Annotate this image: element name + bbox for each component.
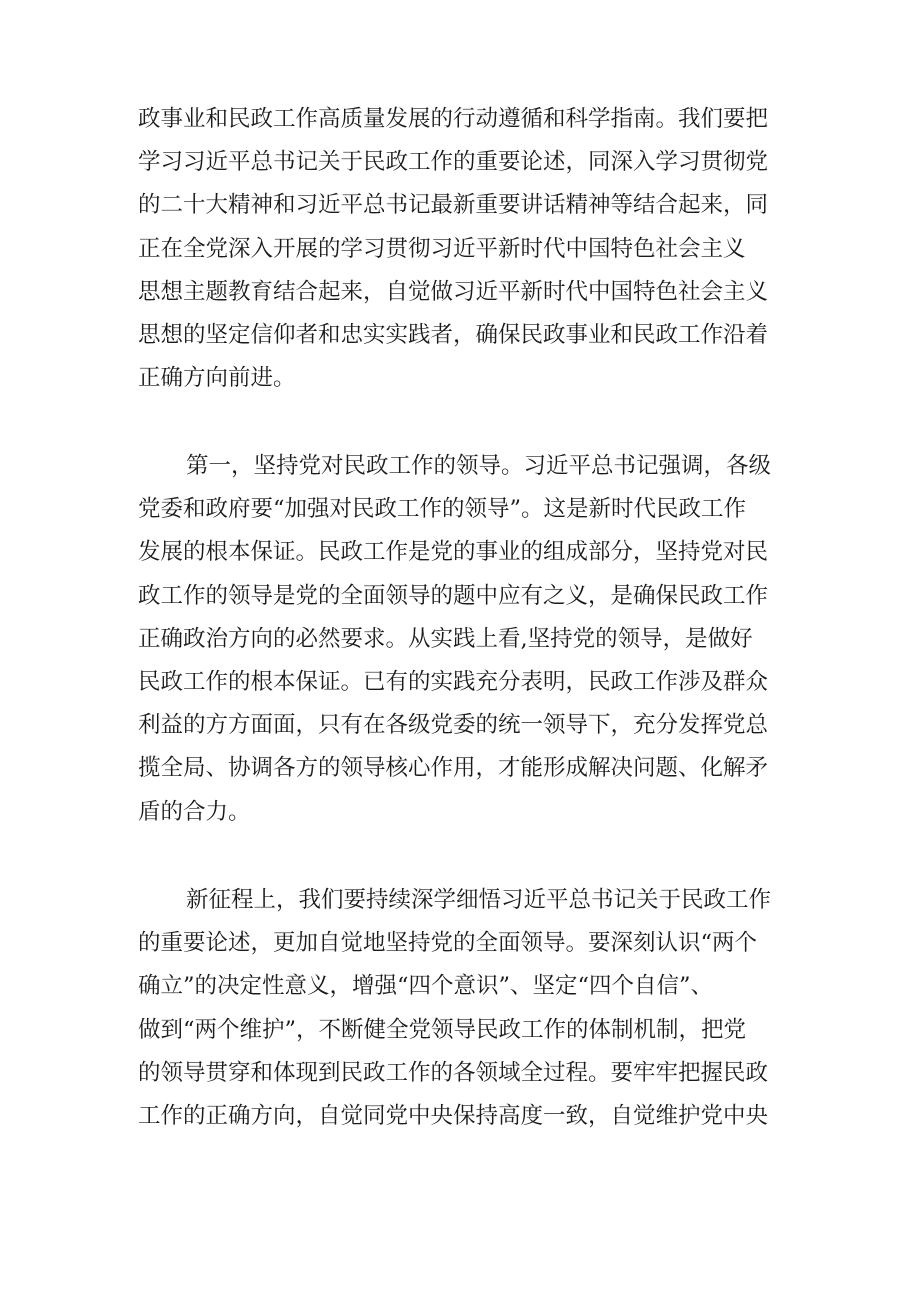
text-line: 盾的合力。 (138, 798, 251, 825)
text-line: 揽全局、协调各方的领导核心作用，才能形成解决问题、化解矛 (138, 755, 769, 782)
paragraph-3 (138, 879, 788, 1138)
text-line: 思想主题教育结合起来，自觉做习近平新时代中国特色社会主义 (138, 278, 769, 305)
text-line: 政工作的领导是党的全面领导的题中应有之义，是确保民政工作 (138, 582, 769, 609)
text-line: 的领导贯穿和体现到民政工作的各领域全过程。要牢牢把握民政 (138, 1059, 769, 1086)
text-line-indented: 新征程上，我们要持续深学细悟习近平总书记关于民政工作 (186, 887, 772, 913)
text-line: 发展的根本保证。民政工作是党的事业的组成部分，坚持党对民 (138, 539, 769, 566)
text-line: 利益的方方面面，只有在各级党委的统一领导下，充分发挥党总 (138, 712, 769, 739)
paragraph-1 (138, 98, 788, 400)
text-line: 思想的坚定信仰者和忠实实践者，确保民政事业和民政工作沿着 (138, 321, 769, 348)
text-line: 民政工作的根本保证。已有的实践充分表明，民政工作涉及群众 (138, 668, 769, 695)
text-line: 学习习近平总书记关于民政工作的重要论述，同深入学习贯彻党 (138, 149, 769, 176)
text-line: 正确政治方向的必然要求。从实践上看,坚持党的领导，是做好 (138, 625, 753, 652)
text-line: 做到“两个维护”，不断健全党领导民政工作的体制机制，把党 (138, 1016, 747, 1043)
text-line: 正在全党深入开展的学习贯彻习近平新时代中国特色社会主义 (138, 235, 746, 262)
text-line: 的二十大精神和习近平总书记最新重要讲话精神等结合起来，同 (138, 192, 769, 219)
text-line: 确立”的决定性意义，增强“四个意识”、坚定“四个自信”、 (138, 973, 714, 1000)
text-line-indented: 第一，坚持党对民政工作的领导。习近平总书记强调，各级 (186, 453, 772, 479)
paragraph-2 (138, 445, 788, 834)
text-line: 政事业和民政工作高质量发展的行动遵循和科学指南。我们要把 (138, 106, 769, 132)
text-line: 正确方向前进。 (138, 365, 296, 392)
text-line: 的重要论述，更加自觉地坚持党的全面领导。要深刻认识“两个 (138, 930, 758, 957)
text-line: 工作的正确方向，自觉同党中央保持高度一致，自觉维护党中央 (138, 1102, 769, 1129)
text-line: 党委和政府要“加强对民政工作的领导”。这是新时代民政工作 (138, 496, 747, 523)
